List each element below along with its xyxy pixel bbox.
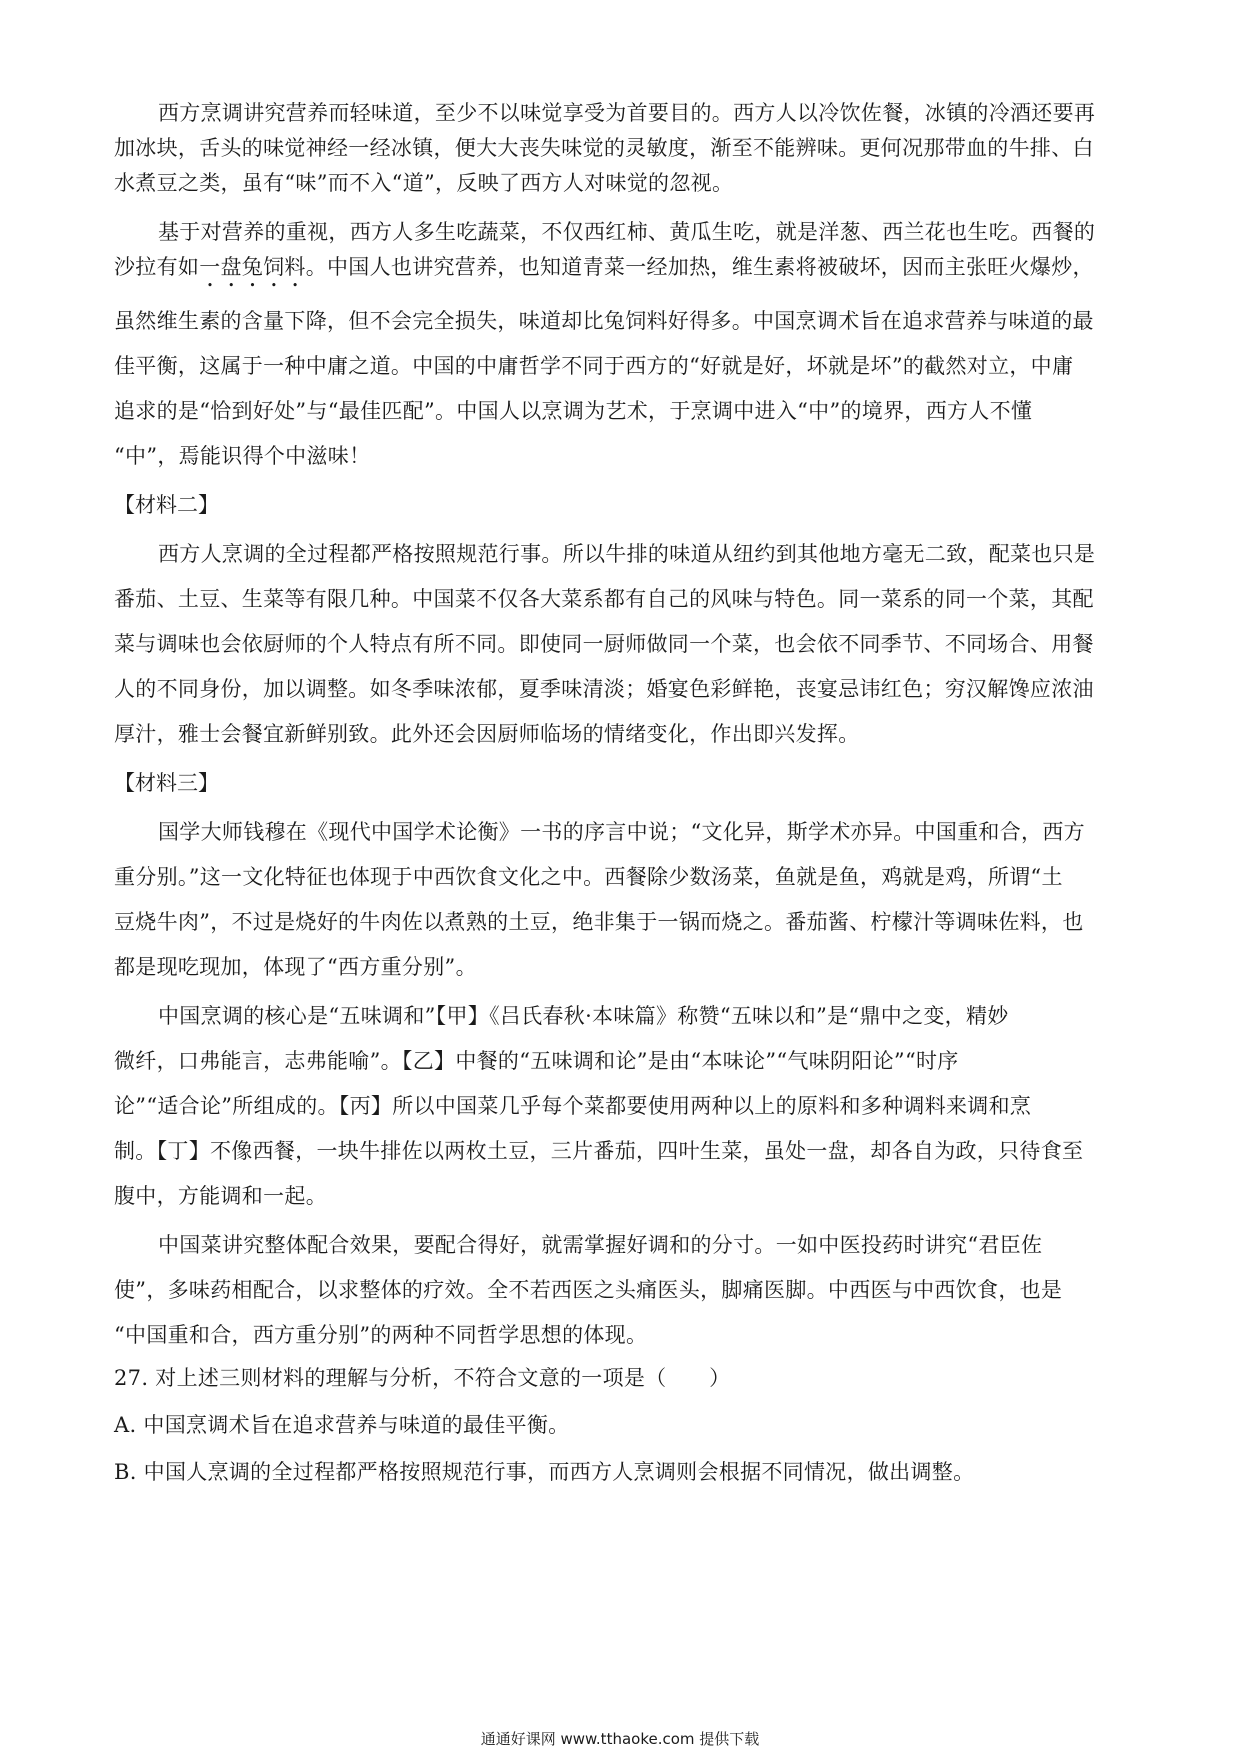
text-line: 佳平衡，这属于一种中庸之道。中国的中庸哲学不同于西方的“好就是好，坏就是坏”的截然对立，中庸 xyxy=(114,354,1074,378)
section-heading-material-3: 【材料三】 xyxy=(114,771,219,795)
text-line: 水煮豆之类，虽有“味”而不入“道”，反映了西方人对味觉的忽视。 xyxy=(114,171,734,195)
emphasized-phrase: 一盘兔饲料 xyxy=(199,255,306,279)
paragraph-5 xyxy=(114,999,1124,1214)
section-heading-material-2: 【材料二】 xyxy=(114,493,219,517)
text-line: 菜与调味也会依厨师的个人特点有所不同。即使同一厨师做同一个菜，也会依不同季节、不同场合、用餐 xyxy=(114,632,1094,656)
text-line: 制。【丁】不像西餐，一块牛排佐以两枚土豆，三片番茄，四叶生菜，虽处一盘，却各自为政，只待食至 xyxy=(114,1139,1084,1163)
option-a: A. 中国烹调术旨在追求营养与味道的最佳平衡。 xyxy=(114,1413,570,1437)
paragraph-6 xyxy=(114,1228,1124,1353)
text-line: 国学大师钱穆在《现代中国学术论衡》一书的序言中说；“文化异，斯学术亦异。中国重和合，西方 xyxy=(158,820,1085,844)
paragraph-1 xyxy=(114,96,1124,201)
option-b: B. 中国人烹调的全过程都严格按照规范行事，而西方人烹调则会根据不同情况，做出调整。 xyxy=(114,1460,975,1484)
paragraph-2 xyxy=(114,215,1124,474)
question-stem: 27. 对上述三则材料的理解与分析，不符合文意的一项是（ ） xyxy=(114,1366,731,1390)
text-line: 虽然维生素的含量下降，但不会完全损失，味道却比兔饲料好得多。中国烹调术旨在追求营养与味道的最 xyxy=(114,309,1094,333)
text-line: 豆烧牛肉”，不过是烧好的牛肉佐以煮熟的土豆，绝非集于一锅而烧之。番茄酱、柠檬汁等调味佐料，也 xyxy=(114,910,1084,934)
text-line: 西方人烹调的全过程都严格按照规范行事。所以牛排的味道从纽约到其他地方毫无二致，配菜也只是 xyxy=(158,542,1096,566)
question-27 xyxy=(114,1361,1124,1490)
paragraph-3 xyxy=(114,537,1124,752)
text-line: 中国菜讲究整体配合效果，要配合得好，就需掌握好调和的分寸。一如中医投药时讲究“君臣佐 xyxy=(158,1233,1043,1257)
text-line: 追求的是“恰到好处”与“最佳匹配”。中国人以烹调为艺术，于烹调中进入“中”的境界，西方人不懂 xyxy=(114,399,1033,423)
text-line: 都是现吃现加，体现了“西方重分别”。 xyxy=(114,955,477,979)
text-line: 加冰块，舌头的味觉神经一经冰镇，便大大丧失味觉的灵敏度，渐至不能辨味。更何况那带血的牛排、白 xyxy=(114,136,1094,160)
text-line: 重分别。”这一文化特征也体现于中西饮食文化之中。西餐除少数汤菜，鱼就是鱼，鸡就是鸡，所谓“土 xyxy=(114,865,1063,889)
text-line: 厚汁，雅士会餐宜新鲜别致。此外还会因厨师临场的情绪变化，作出即兴发挥。 xyxy=(114,722,860,746)
text-line: 人的不同身份，加以调整。如冬季味浓郁，夏季味清淡；婚宴色彩鲜艳，丧宴忌讳红色；穷汉解馋应浓油 xyxy=(114,677,1094,701)
text-line: “中”，焉能识得个中滋味！ xyxy=(114,444,371,468)
page-footer: 通通好课网 www.tthaoke.com 提供下载 xyxy=(480,1730,760,1748)
text-line: 论”“适合论”所组成的。【丙】所以中国菜几乎每个菜都要使用两种以上的原料和多种调料来调和烹 xyxy=(114,1094,1032,1118)
text-line: 微纤，口弗能言，志弗能喻”。【乙】中餐的“五味调和论”是由“本味论”“气味阴阳论”“时序 xyxy=(114,1049,959,1073)
text-line: 使”，多味药相配合，以求整体的疗效。全不若西医之头痛医头，脚痛医脚。中西医与中西饮食，也是 xyxy=(114,1278,1063,1302)
document-body xyxy=(114,96,1124,1490)
paragraph-4 xyxy=(114,815,1124,985)
text-line xyxy=(114,250,1124,296)
text-line: 腹中，方能调和一起。 xyxy=(114,1184,327,1208)
text-line: 番茄、土豆、生菜等有限几种。中国菜不仅各大菜系都有自己的风味与特色。同一菜系的同一个菜，其配 xyxy=(114,587,1094,611)
text-line: 西方烹调讲究营养而轻味道，至少不以味觉享受为首要目的。西方人以冷饮佐餐，冰镇的冷酒还要再 xyxy=(158,101,1096,125)
text-line: 基于对营养的重视，西方人多生吃蔬菜，不仅西红柿、黄瓜生吃，就是洋葱、西兰花也生吃。西餐的 xyxy=(158,220,1096,244)
text-span: 。中国人也讲究营养，也知道青菜一经加热，维生素将被破坏，因而主张旺火爆炒， xyxy=(305,255,1094,279)
text-span: 沙拉有如 xyxy=(114,255,200,279)
text-line: 中国烹调的核心是“五味调和”【甲】《吕氏春秋·本味篇》称赞“五味以和”是“鼎中之变，精妙 xyxy=(158,1004,1009,1028)
text-line: “中国重和合，西方重分别”的两种不同哲学思想的体现。 xyxy=(114,1323,648,1347)
